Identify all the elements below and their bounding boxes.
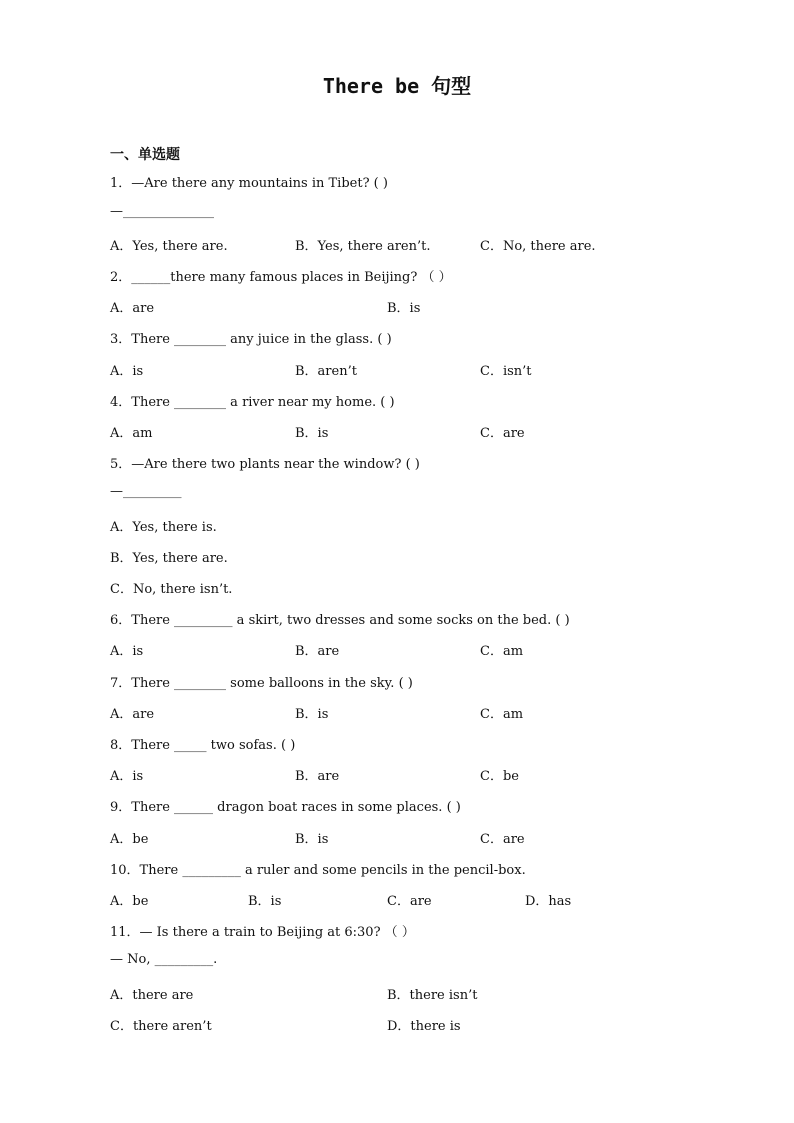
q10-option-a[interactable]: A．be (110, 894, 149, 909)
question-3-stem: 3．There ________ any juice in the glass. ( ) (110, 332, 392, 347)
q3-option-c[interactable]: C．isn’t (480, 364, 532, 379)
q10-option-b[interactable]: B．is (248, 894, 282, 909)
q2-option-b[interactable]: B．is (387, 301, 421, 316)
q1-option-b[interactable]: B．Yes, there aren’t. (295, 239, 431, 254)
question-1-stem: 1．—Are there any mountains in Tibet? ( ) (110, 176, 388, 191)
q11-option-c[interactable]: C．there aren’t (110, 1019, 212, 1034)
q1-option-c[interactable]: C．No, there are. (480, 239, 596, 254)
question-10-stem: 10．There _________ a ruler and some pencils in the pencil-box. (110, 863, 526, 878)
q9-option-b[interactable]: B．is (295, 832, 329, 847)
q7-option-a[interactable]: A．are (110, 707, 155, 722)
q11-option-d[interactable]: D．there is (387, 1019, 461, 1034)
q5-option-c[interactable]: C．No, there isn’t. (110, 582, 233, 597)
q1-option-a[interactable]: A．Yes, there are. (110, 239, 228, 254)
question-11-stem: 11．— Is there a train to Beijing at 6:30? （ ） (110, 925, 415, 940)
question-11-answer-line: — No, _________. (110, 952, 218, 967)
q9-option-c[interactable]: C．are (480, 832, 525, 847)
q11-option-b[interactable]: B．there isn’t (387, 988, 478, 1003)
question-8-stem: 8．There _____ two sofas. ( ) (110, 738, 296, 753)
q5-option-b[interactable]: B．Yes, there are. (110, 551, 228, 566)
q6-option-b[interactable]: B．are (295, 644, 340, 659)
q7-option-c[interactable]: C．am (480, 707, 524, 722)
q4-option-b[interactable]: B．is (295, 426, 329, 441)
question-2-stem: 2．______there many famous places in Beijing? （ ） (110, 270, 452, 285)
question-5-answer-line: —_________ (110, 484, 182, 499)
question-1-answer-line: —______________ (110, 204, 214, 219)
q7-option-b[interactable]: B．is (295, 707, 329, 722)
q4-option-a[interactable]: A．am (110, 426, 153, 441)
q8-option-c[interactable]: C．be (480, 769, 519, 784)
q3-option-b[interactable]: B．aren’t (295, 364, 357, 379)
section-heading: 一、单选题 (110, 147, 180, 163)
q10-option-d[interactable]: D．has (525, 894, 572, 909)
q4-option-c[interactable]: C．are (480, 426, 525, 441)
q3-option-a[interactable]: A．is (110, 364, 144, 379)
q6-option-c[interactable]: C．am (480, 644, 524, 659)
q8-option-b[interactable]: B．are (295, 769, 340, 784)
q10-option-c[interactable]: C．are (387, 894, 432, 909)
question-5-stem: 5．—Are there two plants near the window? ( ) (110, 457, 420, 472)
page-title: There be 句型 (322, 74, 472, 98)
q6-option-a[interactable]: A．is (110, 644, 144, 659)
question-6-stem: 6．There _________ a skirt, two dresses and some socks on the bed. ( ) (110, 613, 570, 628)
q9-option-a[interactable]: A．be (110, 832, 149, 847)
q8-option-a[interactable]: A．is (110, 769, 144, 784)
q5-option-a[interactable]: A．Yes, there is. (110, 520, 217, 535)
question-9-stem: 9．There ______ dragon boat races in some places. ( ) (110, 800, 461, 815)
q11-option-a[interactable]: A．there are (110, 988, 194, 1003)
question-7-stem: 7．There ________ some balloons in the sky. ( ) (110, 676, 413, 691)
question-4-stem: 4．There ________ a river near my home. ( ) (110, 395, 395, 410)
q2-option-a[interactable]: A．are (110, 301, 155, 316)
